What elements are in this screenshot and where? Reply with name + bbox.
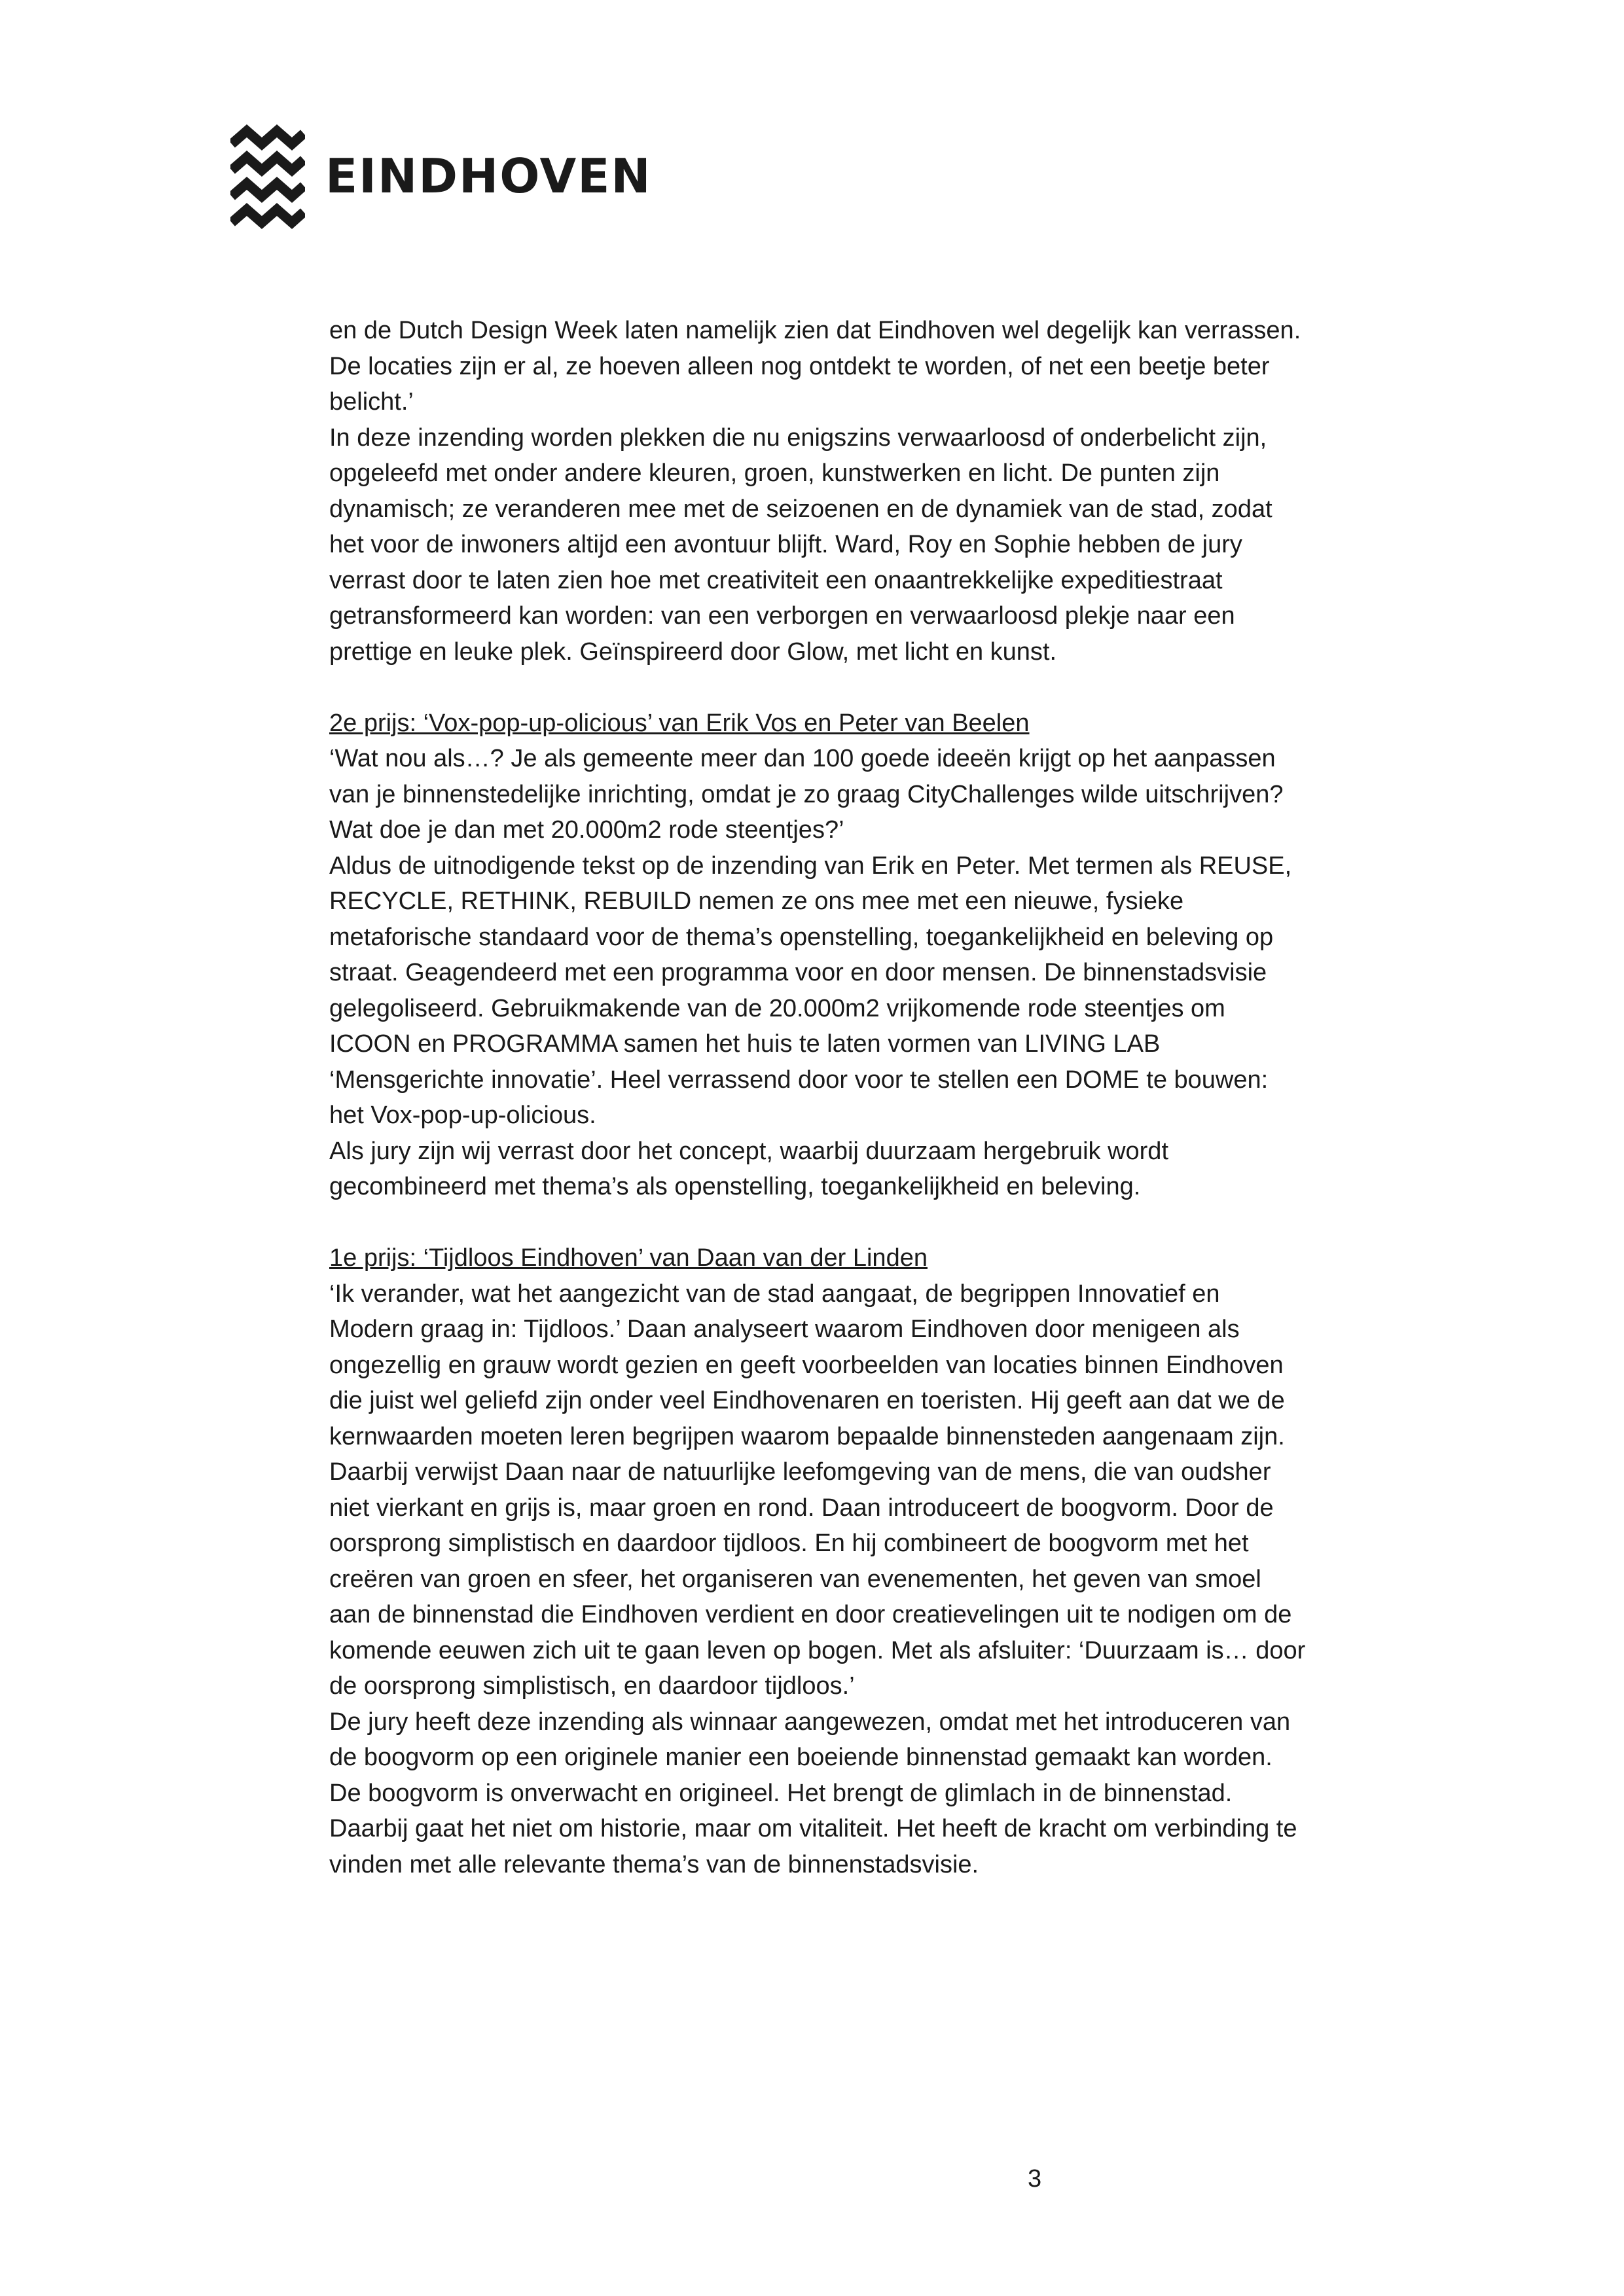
text-line: ICOON en PROGRAMMA samen het huis te laten vormen van LIVING LAB — [329, 1030, 1161, 1058]
first-prize-heading: 1e prijs: ‘Tijdloos Eindhoven’ van Daan van der Linden — [329, 1244, 928, 1272]
text-line: creëren van groen en sfeer, het organiseren van evenementen, het geven van smoel — [329, 1565, 1261, 1593]
text-line: gelegoliseerd. Gebruikmakende van de 20.000m2 vrijkomende rode steentjes om — [329, 994, 1225, 1022]
text-line: In deze inzending worden plekken die nu enigszins verwaarloosd of onderbelicht zijn, — [329, 423, 1267, 452]
text-line: het Vox-pop-up-olicious. — [329, 1102, 596, 1129]
text-line: en de Dutch Design Week laten namelijk zien dat Eindhoven wel degelijk kan verrassen. — [329, 317, 1301, 344]
text-line: vinden met alle relevante thema’s van de binnenstadsvisie. — [329, 1850, 979, 1878]
second-prize-heading: 2e prijs: ‘Vox-pop-up-olicious’ van Erik Vos en Peter van Beelen — [329, 709, 1030, 737]
text-line: Daarbij verwijst Daan naar de natuurlijke leefomgeving van de mens, die van oudsher — [329, 1458, 1271, 1486]
text-line: ‘Wat nou als…? Je als gemeente meer dan 100 goede ideeën krijgt op het aanpassen — [329, 745, 1276, 772]
text-line: De jury heeft deze inzending als winnaar aangewezen, omdat met het introduceren van — [329, 1708, 1291, 1736]
text-line: verrast door te laten zien hoe met creativiteit een onaantrekkelijke expeditiestraat — [329, 566, 1223, 594]
text-line: kernwaarden moeten leren begrijpen waarom bepaalde binnensteden aangenaam zijn. — [329, 1422, 1285, 1450]
text-line: het voor de inwoners altijd een avontuur blijft. Ward, Roy en Sophie hebben de jury — [329, 531, 1242, 558]
eindhoven-logo — [230, 123, 652, 232]
text-line: metaforische standaard voor de thema’s openstelling, toegankelijkheid en beleving op — [329, 923, 1274, 951]
text-line: prettige en leuke plek. Geïnspireerd door Glow, met licht en kunst. — [329, 637, 1057, 666]
text-line: getransformeerd kan worden: van een verborgen en verwaarloosd plekje naar een — [329, 602, 1235, 630]
text-line: Aldus de uitnodigende tekst op de inzending van Erik en Peter. Met termen als REUSE, — [329, 852, 1292, 880]
text-line: ongezellig en grauw wordt gezien en geeft voorbeelden van locaties binnen Eindhoven — [329, 1351, 1284, 1379]
first-prize-section — [329, 1240, 1324, 1882]
paragraph-gap — [329, 670, 1324, 706]
second-prize-section — [329, 706, 1324, 1205]
text-line: De boogvorm is onverwacht en origineel. Het brengt de glimlach in de binnenstad. — [329, 1779, 1233, 1807]
text-line: dynamisch; ze veranderen mee met de seizoenen en de dynamiek van de stad, zodat — [329, 495, 1272, 523]
text-line: de boogvorm op een originele manier een boeiende binnenstad gemaakt kan worden. — [329, 1744, 1272, 1771]
text-line: straat. Geagendeerd met een programma voor en door mensen. De binnenstadsvisie — [329, 959, 1267, 986]
text-line: aan de binnenstad die Eindhoven verdient en door creatievelingen uit te nodigen om de — [329, 1601, 1292, 1628]
paragraph-gap — [329, 1205, 1324, 1241]
text-line: ‘Mensgerichte innovatie’. Heel verrassend door voor te stellen een DOME te bouwen: — [329, 1066, 1269, 1094]
text-line: opgeleefd met onder andere kleuren, groen, kunstwerken en licht. De punten zijn — [329, 459, 1220, 487]
text-line: die juist wel geliefd zijn onder veel Eindhovenaren en toeristen. Hij geeft aan dat we de — [329, 1387, 1285, 1414]
eindhoven-wave-mark-icon — [230, 123, 305, 232]
text-line: Modern graag in: Tijdloos.’ Daan analyseert waarom Eindhoven door menigeen als — [329, 1316, 1240, 1343]
text-line: belicht.’ — [329, 388, 414, 416]
text-line: RECYCLE, RETHINK, REBUILD nemen ze ons mee met een nieuwe, fysieke — [329, 888, 1184, 915]
text-line: ‘Ik verander, wat het aangezicht van de stad aangaat, de begrippen Innovatief en — [329, 1280, 1220, 1308]
text-line: Daarbij gaat het niet om historie, maar om vitaliteit. Het heeft de kracht om verbinding te — [329, 1815, 1297, 1842]
text-line: van je binnenstedelijke inrichting, omdat je zo graag CityChallenges wilde uitschrijven? — [329, 780, 1284, 808]
text-line: gecombineerd met thema’s als openstelling, toegankelijkheid en beleving. — [329, 1173, 1141, 1200]
document-body — [329, 313, 1324, 1882]
text-line: oorsprong simplistisch en daardoor tijdloos. En hij combineert de boogvorm met het — [329, 1530, 1249, 1557]
intro-section — [329, 313, 1324, 670]
logo-wordmark: EINDHOVEN — [325, 149, 652, 204]
text-line: niet vierkant en grijs is, maar groen en rond. Daan introduceert de boogvorm. Door de — [329, 1494, 1274, 1522]
text-line: Als jury zijn wij verrast door het concept, waarbij duurzaam hergebruik wordt — [329, 1137, 1168, 1165]
text-line: de oorsprong simplistisch, en daardoor tijdloos.’ — [329, 1672, 855, 1700]
page-number: 3 — [1028, 2165, 1042, 2193]
text-line: komende eeuwen zich uit te gaan leven op bogen. Met als afsluiter: ‘Duurzaam is… door — [329, 1636, 1306, 1664]
text-line: Wat doe je dan met 20.000m2 rode steentjes?’ — [329, 816, 844, 844]
text-line: De locaties zijn er al, ze hoeven alleen nog ontdekt te worden, of net een beetje beter — [329, 352, 1270, 380]
